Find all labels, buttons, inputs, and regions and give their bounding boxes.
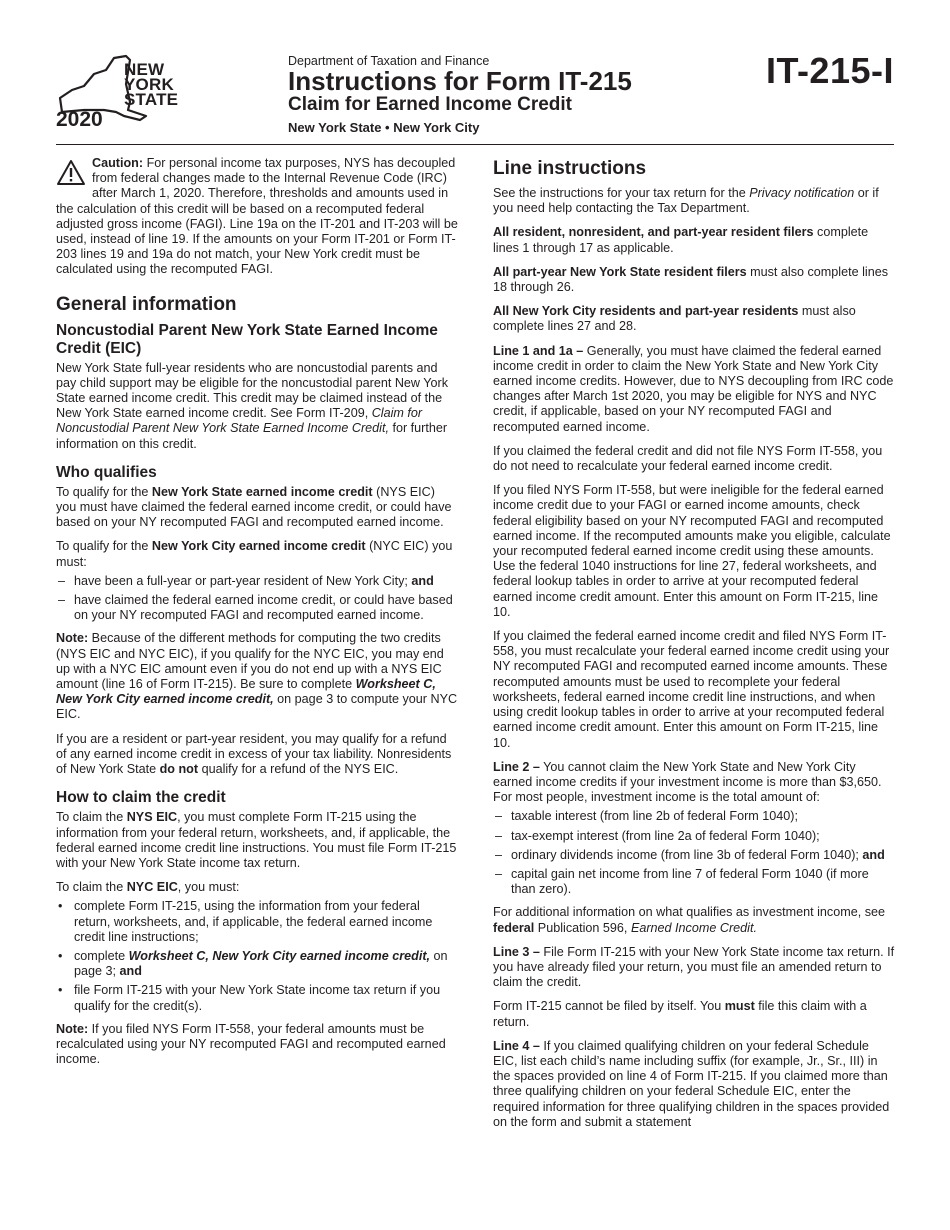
list-item: • complete Form IT-215, using the information from your federal return, worksheets, and, if applicable, the federal earned income credit line instructions; — [56, 899, 458, 945]
text: complete lines 1 through 17 as applicable. — [493, 225, 869, 255]
caution-notice — [56, 156, 458, 278]
text: or if you need help contacting the Tax Department. — [493, 186, 879, 216]
warning-triangle-icon — [56, 158, 86, 188]
text: file this claim with a return. — [493, 999, 867, 1029]
list-item: – have claimed the federal earned income credit, or could have based on your NY recomputed FAGI and recomputed earned income. — [56, 593, 458, 623]
note-paragraph-2 — [56, 1022, 458, 1068]
who-qualifies-heading: Who qualifies — [56, 463, 157, 481]
nyc-requirements-list — [56, 574, 458, 624]
text-bold: federal — [493, 920, 535, 935]
text-bold: NYS EIC — [126, 810, 178, 825]
line-2-paragraph — [493, 760, 895, 806]
resident-refund-paragraph — [56, 732, 458, 778]
publication-title: Earned Income Credit. — [630, 920, 757, 935]
text: (NYS EIC) you must have claimed the federal earned income credit, or could have based on your NY recomputed FAGI and recomputed earned income. — [56, 484, 452, 530]
text: If you filed NYS Form IT-558, your federal amounts must be recalculated using your NY recomputed FAGI and recomputed earned income. — [56, 1021, 446, 1067]
page-title: Instructions for Form IT-215 — [288, 66, 632, 96]
line-label: Line 4 – — [493, 1038, 540, 1053]
logo-line-state: STATE — [124, 90, 179, 109]
general-information-heading: General information — [56, 293, 237, 315]
text: To claim the — [56, 810, 127, 825]
intro-paragraph — [493, 186, 895, 216]
how-to-claim-heading: How to claim the credit — [56, 789, 226, 807]
text: If you are a resident or part-year resident, you may qualify for a refund of any earned income credit in excess of your tax liability. Nonresidents of New York State — [56, 731, 452, 777]
text-bold: New York City earned income credit — [151, 539, 366, 554]
text: For additional information on what qualifies as investment income, see — [493, 905, 886, 920]
header-divider — [56, 144, 894, 145]
text: complete — [74, 948, 129, 963]
note-paragraph — [56, 631, 458, 722]
line-label: Line 3 – — [493, 944, 540, 959]
text: Form IT-215 cannot be filed by itself. You — [493, 999, 725, 1014]
list-item: – tax-exempt interest (from line 2a of federal Form 1040); — [493, 829, 895, 844]
text: Because of the different methods for computing the two credits (NYS EIC and NYC EIC), if you qualify for the NYC EIC, you may end up with a NYC EIC amount even if you do not end up with a NYS EIC amount (line 16 of Form IT-215). Be sure to complete — [56, 631, 444, 692]
left-column — [56, 156, 458, 1076]
who-qualifies-nys — [56, 485, 458, 531]
text-bold: and — [119, 964, 142, 979]
line-4-paragraph — [493, 1039, 895, 1130]
text-bold: All resident, nonresident, and part-year resident filers — [493, 225, 814, 240]
list-item — [56, 949, 458, 979]
text: To qualify for the — [56, 484, 152, 499]
text-bold: do not — [159, 762, 199, 777]
part-year-paragraph — [493, 265, 895, 295]
line-1-paragraph — [493, 344, 895, 435]
text: To claim the — [56, 880, 127, 895]
text-bold: All part-year New York State resident filers — [493, 264, 747, 279]
text: must also complete lines 18 through 26. — [493, 264, 889, 295]
logo-line-york: YORK — [124, 75, 174, 94]
logo-wordmark — [124, 62, 178, 107]
who-qualifies-nyc — [56, 539, 458, 569]
text-bold: NYC EIC — [126, 880, 178, 895]
logo-year: 2020 — [56, 108, 103, 131]
text: See the instructions for your tax return for the — [493, 186, 750, 200]
nyc-residents-paragraph — [493, 304, 895, 334]
text: on page 3; — [74, 948, 448, 979]
text: If you claimed qualifying children on your federal Schedule EIC, list each child’s name including suffix (for example, Jr., Sr., III) in the spaces provided on line 4 of Form IT-215. If you claimed more than three qualifying children on your federal Schedule EIC, enter the required information for three qualifying children in the spaces provided on the form and submit a statement — [493, 1038, 890, 1129]
how-to-claim-nys — [56, 810, 458, 871]
text: File Form IT-215 with your New York State income tax return. If you have already filed your return, you must file an amended return to claim the credit. — [493, 944, 895, 990]
noncustodial-form-title: Claim for Noncustodial Parent New York State Earned Income Credit, — [56, 406, 423, 436]
logo-line-new: NEW — [124, 60, 165, 79]
text-bold: and — [411, 573, 434, 588]
line-1-paragraph-2: If you claimed the federal credit and did not file NYS Form IT-558, you do not need to recalculate your federal earned income credit. — [493, 443, 883, 474]
all-filers-paragraph — [493, 225, 895, 255]
text-bold: must — [724, 999, 755, 1014]
form-number: IT-215-I — [765, 50, 894, 91]
text: must also complete lines 27 and 28. — [493, 304, 856, 334]
text: You cannot claim the New York State and New York City earned income credits if your investment income is more than $3,650. For most people, investment income is the total amount of: — [493, 759, 882, 805]
line-2-more-info — [493, 905, 895, 935]
list-item: – taxable interest (from line 2b of federal Form 1040); — [493, 809, 895, 824]
line-3-paragraph-2 — [493, 999, 895, 1029]
department-name: Department of Taxation and Finance — [288, 54, 490, 68]
line-1-paragraph-4: If you claimed the federal earned income credit and filed NYS Form IT-558, you must recalculate your federal earned income credit using your NY recomputed FAGI and recomputed earned income amounts. These recomputed amounts must be used to recomplete your federal worksheets, federal earned income credit line instructions, and when using credit lookup tables in order to arrive at your recomputed federal earned income credit amount. Enter this amount on Form IT-215, line 10. — [493, 629, 890, 750]
worksheet-c-reference: Worksheet C, New York City earned income credit, — [56, 677, 436, 707]
noncustodial-paragraph — [56, 361, 458, 452]
line-1-paragraph-3: If you filed NYS Form IT-558, but were ineligible for the federal earned income credit due to your FAGI or earned income amounts, check federal eligibility based on your NY recomputed FAGI and recomputed earned income. If the recomputed amounts make you eligible, calculate your recomputed federal earned income credit using these amounts. Use the federal 1040 instructions for line 27, federal worksheets, and federal lookup tables in order to arrive at your recomputed federal earned income credit amount. Enter this amount on Form IT-215, line 10. — [493, 483, 891, 619]
investment-income-list — [493, 809, 895, 897]
page-subtitle: Claim for Earned Income Credit — [288, 94, 573, 115]
text: qualify for a refund of the NYS EIC. — [198, 762, 399, 777]
nys-logo — [54, 54, 194, 134]
right-column — [493, 156, 895, 1139]
caution-text — [56, 156, 458, 278]
noncustodial-text: New York State full-year residents who are noncustodial parents and pay child support may be eligible for the noncustodial parent New York State earned income credit. This credit may be claimed instead of the New York State earned income credit. See Form IT-209, — [56, 360, 449, 421]
text: (NYC EIC) you must: — [56, 539, 453, 569]
noncustodial-end: for further information on this credit. — [56, 421, 448, 451]
text: have been a full-year or part-year resident of New York City; — [74, 573, 412, 588]
text: ordinary dividends income (from line 3b of federal Form 1040); — [511, 847, 863, 862]
line-instructions-heading: Line instructions — [493, 158, 647, 179]
list-item: – capital gain net income from line 7 of federal Form 1040 (if more than zero). — [493, 867, 895, 897]
text: Publication 596, — [534, 920, 631, 935]
list-item — [493, 848, 895, 863]
text-bold: and — [862, 847, 885, 862]
how-to-claim-nyc — [56, 880, 458, 895]
text: on page 3 to compute your NYC EIC. — [56, 692, 458, 722]
privacy-notification-reference: Privacy notification — [749, 186, 855, 200]
line-label: Line 1 and 1a – — [493, 343, 584, 358]
text: , you must complete Form IT-215 using the information from your federal return, worksheets, and, if applicable, the federal earned income credit line instructions. You must file Form IT-215 with your New York State income tax return. — [56, 810, 457, 870]
note-label: Note: — [56, 631, 89, 646]
worksheet-c-reference: Worksheet C, New York City earned income credit, — [128, 948, 431, 963]
nyc-claim-steps-list — [56, 899, 458, 1013]
line-label: Line 2 – — [493, 759, 540, 774]
text: , you must: — [177, 880, 240, 895]
list-item: • file Form IT-215 with your New York State income tax return if you qualify for the credit(s). — [56, 983, 458, 1013]
text-bold: New York State earned income credit — [151, 484, 373, 499]
noncustodial-heading: Noncustodial Parent New York State Earned Income Credit (EIC) — [56, 321, 438, 357]
text: To qualify for the — [56, 539, 152, 554]
jurisdiction: New York State • New York City — [288, 120, 480, 135]
text-bold: All New York City residents and part-year residents — [493, 304, 799, 319]
text: Generally, you must have claimed the federal earned income credit in order to claim the New York State and New York City earned income credits. However, due to NYS decoupling from IRC code changes after March 1st 2020, you may be eligible for NYS and NYC credit, if applicable, based on your NY recomputed FAGI and recomputed earned income. — [493, 343, 894, 434]
form-header — [288, 54, 632, 135]
line-3-paragraph — [493, 945, 895, 991]
caution-label: Caution: — [92, 156, 144, 170]
caution-body: For personal income tax purposes, NYS has decoupled from federal changes made to the Internal Revenue Code (IRC) after March 1, 2020. Therefore, thresholds and amounts used in the calculation of this credit will be based on a recomputed federal adjusted gross income (FAGI). Line 19a on the IT-201 and IT-203 will be used, instead of line 19. If the amounts on your Form IT-201 or Form IT-203 lines 19 and 19a do not match, your New York credit must be calculated using the recomputed FAGI. — [56, 156, 458, 277]
list-item — [56, 574, 458, 589]
note-label: Note: — [56, 1021, 89, 1036]
